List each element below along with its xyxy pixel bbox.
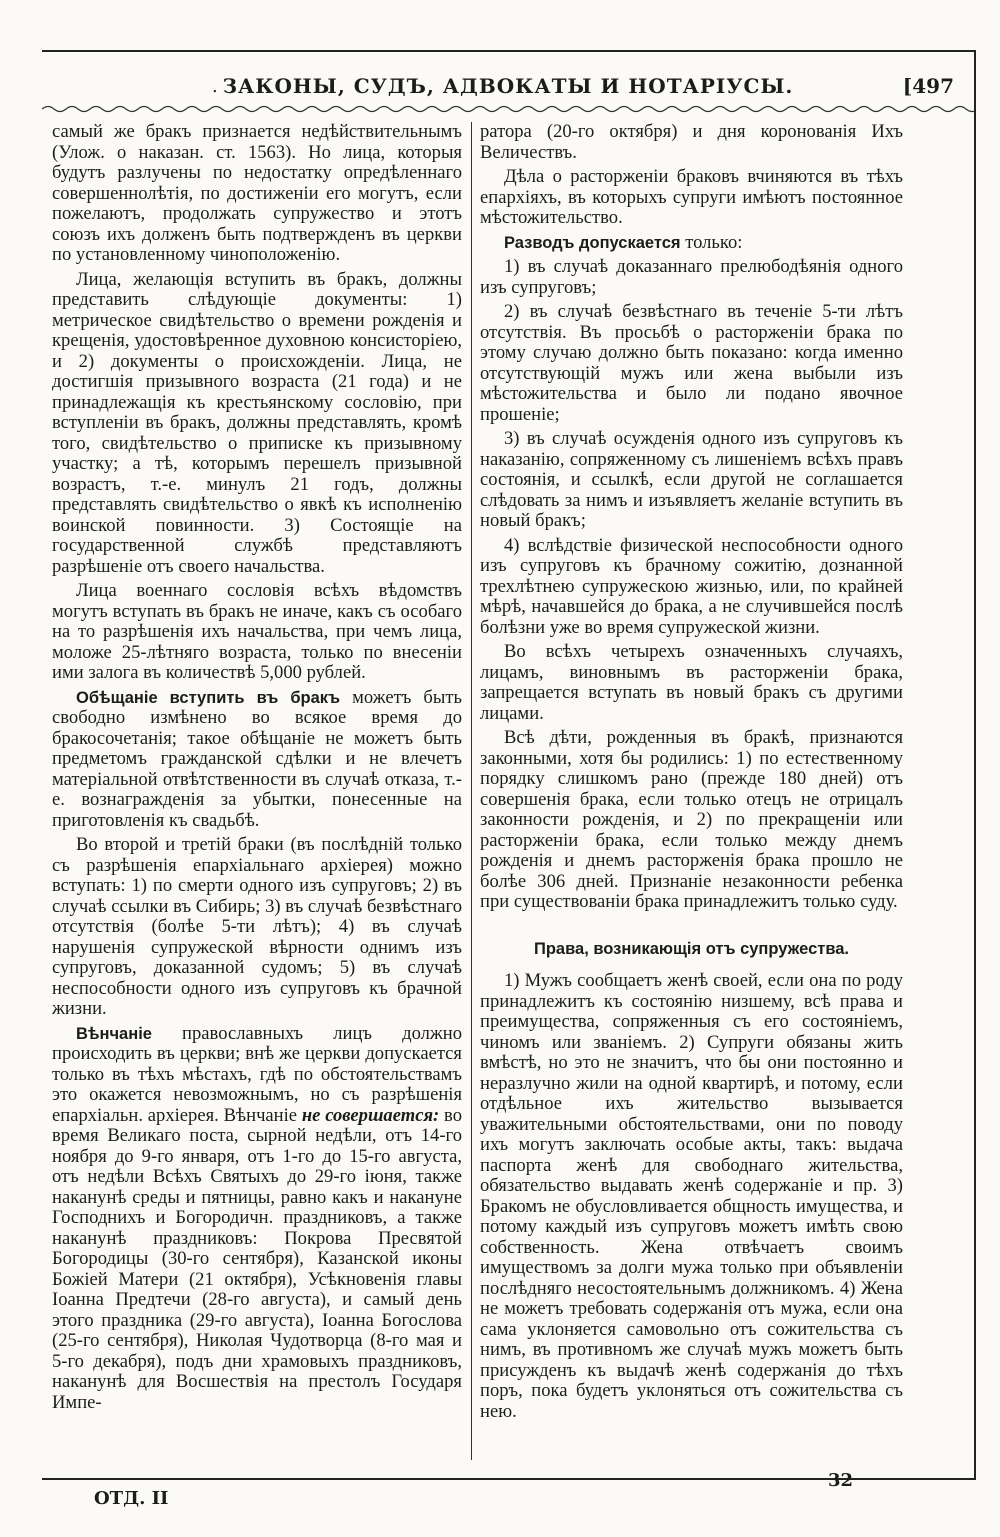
right-paragraph-10: 1) Мужъ сообщаетъ женѣ своей, если она по роду принадлежитъ къ состоянію низшему, всѣ права и преимущества, сопряженныя съ его состояніемъ, чиномъ или званіемъ. 2) Супруги обязаны жить вмѣстѣ, но это не значитъ, что бы они постоянно и неразлучно жили на одной квартирѣ, и потому, если отдѣльное ихъ жительство вызывается уважительными обстоятельствами, они по поводу ихъ могутъ заключать особые акты, такъ: выдача паспорта женѣ для свободнаго жительства, обязательство выдавать женѣ содержаніе и пр. 3) Бракомъ не обусловливается общность имущества, и потому каждый изъ супруговъ можетъ имѣть свою собственность. Жена отвѣчаетъ своимъ имуществомъ за долги мужа только при объявленіи послѣдняго несостоятельнымъ должникомъ. 4) Жена не можетъ требовать содержанія отъ мужа, если она сама уклоняется самовольно отъ сожительства съ нимъ, въ противномъ же случаѣ мужъ можетъ быть присужденъ къ выдачѣ женѣ содержанія до тѣхъ поръ, пока будетъ уклоняться отъ сожительства съ нею. [480, 970, 903, 1422]
right-paragraph-6: 3) въ случаѣ осужденія одного изъ супруговъ къ наказанію, сопряженному съ лишеніемъ всѣхъ правъ состоянія, и ссылкѣ, если другой не соглашается слѣдовать за нимъ и изъявляетъ желаніе вступить въ новый бракъ; [480, 428, 903, 531]
right-paragraph-7: 4) вслѣдствіе физической неспособности одного изъ супруговъ къ брачному сожитію, дознанной трехлѣтнею супружескою жизнью, или, по крайней мѣрѣ, начавшейся до брака, а не случившейся послѣ болѣзни уже во время супружеской жизни. [480, 534, 903, 638]
sheet-number: 32 [828, 1470, 854, 1491]
right-paragraph-5: 2) въ случаѣ безвѣстнаго въ теченіе 5-ти лѣтъ отсутствія. Въ просьбѣ о расторженіи брака по этому случаю должно быть показано: когда именно отсутствующій мужъ или жена выбыли изъ мѣстожительства и было ли подано явочное прошеніе; [480, 301, 903, 425]
page-number: [497 [902, 74, 954, 98]
right-paragraph-3 [480, 233, 903, 254]
wedding-term: Вѣнчаніе [76, 1024, 152, 1043]
left-paragraph-4 [52, 688, 462, 832]
page-header [42, 72, 974, 102]
wedding-emphasis: не совершается: [301, 1104, 440, 1126]
right-paragraph-1: ратора (20-го октября) и дня коронованія Ихъ Величествъ. [480, 122, 903, 163]
section-heading: Права, возникающія отъ супружества. [533, 939, 850, 958]
right-paragraph-9: Всѣ дѣти, рожденныя въ бракѣ, признаются законными, хотя бы родились: 1) по естественному порядку слишкомъ рано (прежде 180 дней) отъ совершенія брака, если только отецъ не отрицалъ законности рожденія, и 2) по прекращеніи или расторженіи брака, если только между днемъ рожденія и днемъ расторженія брака прошло не болѣе 306 дней. Признаніе незаконности ребенка при существованіи брака принадлежитъ только суду. [480, 727, 903, 912]
right-paragraph-4: 1) въ случаѣ доказаннаго прелюбодѣянія одного изъ супруговъ; [480, 256, 903, 298]
left-paragraph-5: Во второй и третій браки (въ послѣдній только съ разрѣшенія епархіальнаго архіерея) можно вступать: 1) по смерти одного изъ супруговъ; 2) въ случаѣ ссылки въ Сибирь; 3) въ случаѣ безвѣстнаго отсутствія (болѣе 5-ти лѣтъ); 4) въ случаѣ нарушенія супружеской вѣрности однимъ изъ супруговъ, доказанной судомъ; 5) въ случаѣ неспособности одного изъ супруговъ къ брачной жизни. [52, 834, 462, 1019]
section-label: ОТД. II [94, 1488, 169, 1509]
wedding-text-b: во время Великаго поста, сырной недѣли, отъ 14-го ноября до 9-го января, отъ 1-го до 15-го августа, отъ недѣли Всѣхъ Святыхъ до 29-го іюня, также наканунѣ среды и пятницы, равно какъ и накануне Господнихъ и Богородичн. праздниковъ, а также наканунѣ праздниковъ: Покрова Пресвятой Богородицы (30-го сентября), Казанской иконы Божіей Матери (21 октября), Усѣкновенія главы Іоанна Предтечи (28-го августа), и самый день этого праздника (29-го августа), Іоанна Богослова (25-го сентября), Николая Чудотворца (8-го мая и 5-го декабря), подъ дни храмовыхъ праздниковъ, наканунѣ для Восшествія на престолъ Государя Импе- [52, 1104, 462, 1413]
column-divider [471, 122, 472, 1460]
right-column [480, 122, 903, 1462]
promise-term: Обѣщаніе вступить въ бракъ [76, 688, 341, 707]
left-paragraph-3: Лица военнаго сословія всѣхъ вѣдомствъ могутъ вступать въ бракъ не иначе, какъ съ особаго на то разрѣшенія ихъ начальства, при чемъ лица, моложе 25-лѣтняго возраста, только по внесеніи ими залога въ количествѣ 5,000 рублей. [52, 580, 462, 683]
right-paragraph-2: Дѣла о расторженіи браковъ вчиняются въ тѣхъ епархіяхъ, въ которыхъ супруги имѣютъ постоянное мѣстожительство. [480, 166, 903, 228]
left-paragraph-2: Лица, желающія вступить въ бракъ, должны представить слѣдующіе документы: 1) метрическое свидѣтельство о времени рожденія и крещенія, удостовѣренное духовною консисторіею, и 2) документы о происхожденіи. Лица, не достигшія призывного возраста (21 года) и не принадлежащія къ крестьянскому сословію, при вступленіи въ бракъ, должны представлять, кромѣ того, свидѣтельство о приписке къ призывному участку; а тѣ, которымъ перешелъ призывной возрастъ, т.-е. минулъ 21 годъ, должны представлять свидѣтельство о явкѣ къ исполненію воинской повинности. 3) Состоящіе на государственной службѣ представляютъ разрѣшеніе отъ своего начальства. [52, 268, 462, 577]
promise-text: можетъ быть свободно измѣнено во всякое время до бракосочетанія; такое обѣщаніе не можетъ быть предметомъ гражданской сдѣлки и не влечетъ матеріальной отвѣтственности въ случаѣ отказа, т.-е. вознагражденія за убытки, понесенные на приготовленія къ свадьбѣ. [52, 686, 462, 831]
running-title: ЗАКОНЫ, СУДЪ, АДВОКАТЫ И НОТАРІУСЫ. [222, 74, 794, 98]
right-paragraph-8: Во всѣхъ четырехъ означенныхъ случаяхъ, лицамъ, виновнымъ въ расторженіи брака, запрещается вступать въ новый бракъ съ другими лицами. [480, 641, 903, 724]
left-column [52, 122, 462, 1462]
header-dot: . [212, 76, 218, 97]
left-paragraph-6 [52, 1024, 462, 1414]
wedding-text-a: православныхъ лицъ должно происходить въ церкви; внѣ же церкви допускается только въ тѣхъ мѣстахъ, гдѣ по обстоятельствамъ это окажется невозможнымъ, но съ разрѣшенія епархіальн. архіерея. Вѣнчаніе [52, 1022, 462, 1126]
wavy-rule [42, 104, 974, 114]
divorce-text: только: [680, 231, 743, 253]
divorce-term: Разводъ допускается [504, 233, 681, 252]
left-paragraph-1: самый же бракъ признается недѣйствительнымъ (Улож. о наказан. ст. 1563). Но лица, которыя будутъ разлучены по недостатку опредѣленнаго совершеннолѣтія, по достиженіи его могутъ, если пожелаютъ, продолжать супружество и этотъ союзъ ихъ долженъ быть подтвержденъ въ церкви по установленному чиноположенію. [52, 122, 462, 265]
